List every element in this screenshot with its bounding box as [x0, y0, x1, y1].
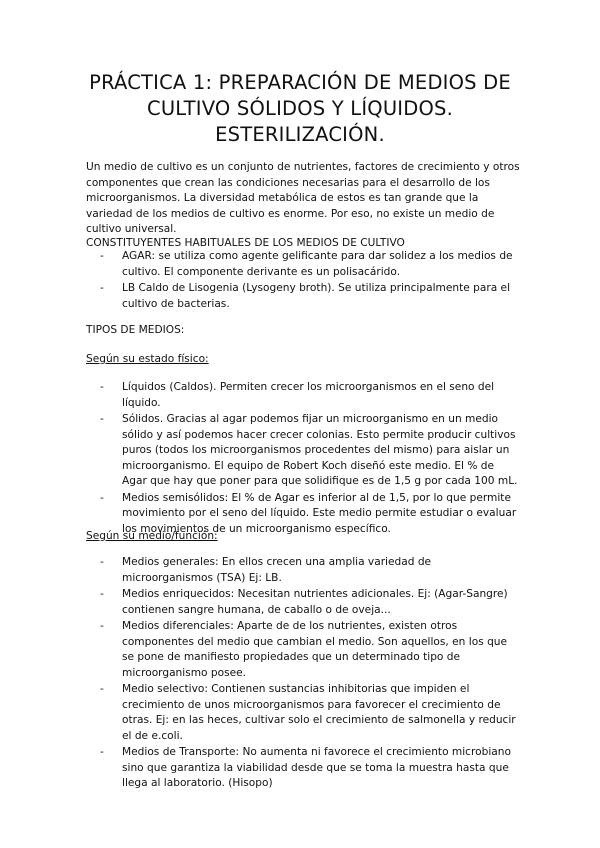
- dash-bullet: -: [100, 588, 104, 600]
- dash-bullet: -: [100, 250, 104, 262]
- dash-bullet: -: [100, 491, 104, 504]
- constituyentes-heading: CONSTITUYENTES HABITUALES DE LOS MEDIOS DE CULTIVO: [86, 237, 405, 249]
- list-item-text: Medios generales: En ellos crecen una amplia variedad de microorganismos (TSA) Ej: LB.: [122, 556, 432, 584]
- title-line: CULTIVO SÓLIDOS Y LÍQUIDOS.: [147, 97, 453, 120]
- list-item: [100, 380, 520, 411]
- list-item-text: Medio selectivo: Contienen sustancias inhibitorias que impiden el crecimiento de unos microorganismos para favorecer el crecimiento de otras. Ej: en las heces, cultivar solo el crecimiento de salmonella y reducir el de e.coli.: [122, 683, 516, 742]
- list-item-text: AGAR: se utiliza como agente gelificante para dar solidez a los medios de cultivo. El componente derivante es un polisacárido.: [122, 250, 513, 278]
- list-item: [100, 745, 520, 792]
- title-line: ESTERILIZACIÓN.: [215, 123, 385, 146]
- medio-funcion-list: [100, 555, 520, 792]
- list-item-text: Medios de Transporte: No aumenta ni favorece el crecimiento microbiano sino que garantiza la viabilidad desde que se toma la muestra hasta que llega al laboratorio. (Hisopo): [122, 746, 511, 789]
- dash-bullet: -: [100, 282, 104, 294]
- estado-fisico-list: [100, 380, 520, 537]
- list-item-text: Medios semisólidos: El % de Agar es inferior al de 1,5, por lo que permite movimiento por el seno del líquido. Este medio permite estudiar o evaluar los movimientos de un microorganismo específico.: [122, 491, 517, 535]
- dash-bullet: -: [100, 556, 104, 568]
- list-item: [100, 587, 520, 618]
- dash-bullet: -: [100, 381, 104, 393]
- list-item-text: LB Caldo de Lisogenia (Lysogeny broth). Se utiliza principalmente para el cultivo de bacterias.: [122, 282, 511, 310]
- list-item: [100, 555, 520, 586]
- page-title: [60, 70, 540, 148]
- dash-bullet: -: [100, 413, 104, 425]
- list-item-text: Sólidos. Gracias al agar podemos fijar un microorganismo en un medio sólido y así podemos hacer crecer colonias. Esto permite producir cultivos puros (todos los microorganismos procedentes del mismo) para aislar un microorganismo. El equipo de Robert Koch diseñó este medio. El % de Agar que hay que poner para que solidifique es de 1,5 g por cada 100 mL.: [122, 413, 518, 487]
- tipos-heading: TIPOS DE MEDIOS:: [86, 324, 185, 336]
- dash-bullet: -: [100, 620, 104, 632]
- intro-paragraph: Un medio de cultivo es un conjunto de nutrientes, factores de crecimiento y otros componentes que crean las condiciones necesarias para el desarrollo de los microorganismos. La diversidad metabólica de estos es tan grande que la variedad de los medios de cultivo es enorme. Por eso, no existe un medio de cultivo universal.: [86, 161, 520, 235]
- medio-funcion-heading: Según su medio/función:: [86, 530, 218, 542]
- constituyentes-list: [100, 249, 520, 312]
- list-item: [100, 281, 520, 312]
- estado-fisico-heading: Según su estado físico:: [86, 353, 209, 365]
- list-item-text: Líquidos (Caldos). Permiten crecer los microorganismos en el seno del líquido.: [122, 381, 495, 409]
- dash-bullet: -: [100, 683, 104, 695]
- list-item-text: Medios enriquecidos: Necesitan nutrientes adicionales. Ej: (Agar-Sangre) contienen sangre humana, de caballo o de oveja...: [122, 588, 508, 616]
- list-item: [100, 249, 520, 280]
- list-item-text: Medios diferenciales: Aparte de de los nutrientes, existen otros componentes del medio que cambian el medio. Son aquellos, en los que se pone de manifiesto propiedades que un determinado tipo de microorganismo posee.: [122, 620, 508, 679]
- list-item: [100, 412, 520, 490]
- list-item: [100, 682, 520, 744]
- list-item: [100, 619, 520, 681]
- title-line: PRÁCTICA 1: PREPARACIÓN DE MEDIOS DE: [89, 71, 511, 94]
- dash-bullet: -: [100, 746, 104, 758]
